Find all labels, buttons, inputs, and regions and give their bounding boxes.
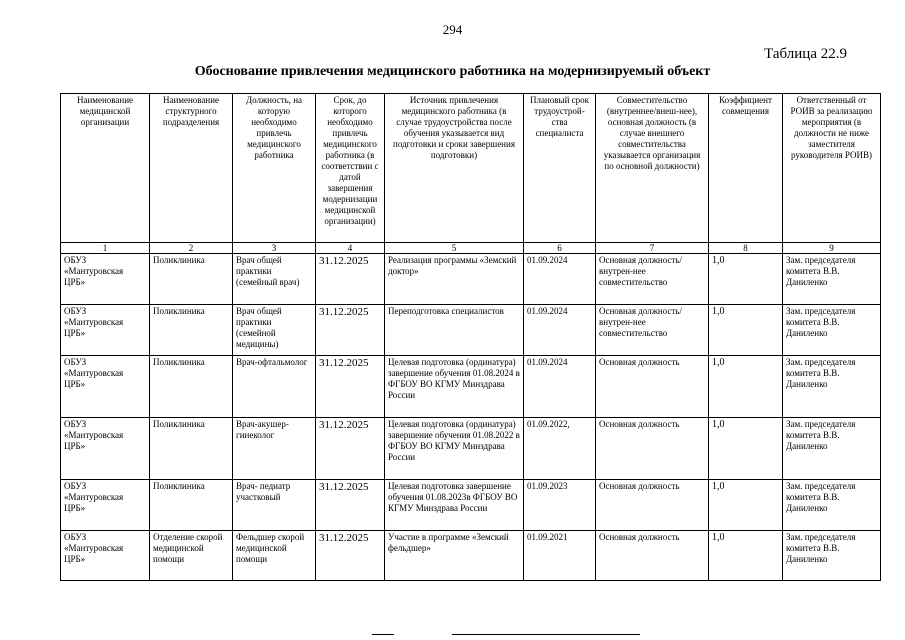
row-combination-cell: Основная должность/внутрен-нее совместительство bbox=[596, 305, 709, 356]
row-hire-date-cell: 01.09.2022, bbox=[524, 418, 596, 480]
column-number: 3 bbox=[233, 243, 316, 254]
header-cell-responsible: Ответственный от РОИВ за реализацию мероприятия (в должности не ниже заместителя руководителя РОИВ) bbox=[783, 94, 881, 243]
row-hire-date-cell: 01.09.2024 bbox=[524, 254, 596, 305]
row-coefficient-cell: 1,0 bbox=[709, 418, 783, 480]
header-cell-deadline: Срок, до которого необходимо привлечь медицинского работника (в соответствии с датой завершения модернизации медицинской организации) bbox=[316, 94, 385, 243]
row-coefficient-cell: 1,0 bbox=[709, 254, 783, 305]
row-coefficient-cell: 1,0 bbox=[709, 356, 783, 418]
row-org-cell: ОБУЗ «Мантуровская ЦРБ» bbox=[61, 418, 150, 480]
row-source-cell: Целевая подготовка (ординатура) завершение обучения 01.08.2022 в ФГБОУ ВО КГМУ Минздрава России bbox=[385, 418, 524, 480]
justification-table bbox=[60, 93, 881, 581]
row-org-cell: ОБУЗ «Мантуровская ЦРБ» bbox=[61, 254, 150, 305]
column-number: 9 bbox=[783, 243, 881, 254]
table-body bbox=[61, 254, 881, 581]
row-coefficient-cell: 1,0 bbox=[709, 531, 783, 581]
column-number-row bbox=[61, 243, 881, 254]
bottom-divider-long bbox=[452, 634, 640, 635]
row-position-cell: Врач-акушер-гинеколог bbox=[233, 418, 316, 480]
row-department-cell: Поликлиника bbox=[150, 356, 233, 418]
column-number: 6 bbox=[524, 243, 596, 254]
row-combination-cell: Основная должность bbox=[596, 480, 709, 531]
row-position-cell: Врач- педиатр участковый bbox=[233, 480, 316, 531]
row-hire-date-cell: 01.09.2024 bbox=[524, 356, 596, 418]
row-hire-date-cell: 01.09.2023 bbox=[524, 480, 596, 531]
table-row bbox=[61, 356, 881, 418]
header-cell-org: Наименование медицинской организации bbox=[61, 94, 150, 243]
row-department-cell: Поликлиника bbox=[150, 480, 233, 531]
row-combination-cell: Основная должность bbox=[596, 531, 709, 581]
header-cell-position: Должность, на которую необходимо привлечь медицинского работника bbox=[233, 94, 316, 243]
row-responsible-cell: Зам. председателя комитета В.В. Даниленко bbox=[783, 418, 881, 480]
row-position-cell: Врач-офтальмолог bbox=[233, 356, 316, 418]
row-org-cell: ОБУЗ «Мантуровская ЦРБ» bbox=[61, 356, 150, 418]
document-title: Обоснование привлечения медицинского работника на модернизируемый объект bbox=[194, 64, 711, 79]
row-department-cell: Поликлиника bbox=[150, 418, 233, 480]
column-number: 7 bbox=[596, 243, 709, 254]
table-row bbox=[61, 305, 881, 356]
row-source-cell: Целевая подготовка завершение обучения 01.08.2023в ФГБОУ ВО КГМУ Минздрава России bbox=[385, 480, 524, 531]
row-org-cell: ОБУЗ «Мантуровская ЦРБ» bbox=[61, 480, 150, 531]
row-responsible-cell: Зам. председателя комитета В.В. Даниленко bbox=[783, 531, 881, 581]
page-number: 294 bbox=[442, 22, 463, 37]
header-cell-coefficient: Коэффициент совмещения bbox=[709, 94, 783, 243]
row-coefficient-cell: 1,0 bbox=[709, 480, 783, 531]
table-label: Таблица 22.9 bbox=[764, 46, 847, 62]
row-position-cell: Врач общей практики (семейной медицины) bbox=[233, 305, 316, 356]
table-row bbox=[61, 480, 881, 531]
row-hire-date-cell: 01.09.2024 bbox=[524, 305, 596, 356]
row-department-cell: Отделение скорой медицинской помощи bbox=[150, 531, 233, 581]
row-responsible-cell: Зам. председателя комитета В.В. Даниленко bbox=[783, 305, 881, 356]
column-number: 8 bbox=[709, 243, 783, 254]
row-position-cell: Фельдшер скорой медицинской помощи bbox=[233, 531, 316, 581]
header-cell-hire-date: Плановый срок трудоустрой-ства специалиста bbox=[524, 94, 596, 243]
row-responsible-cell: Зам. председателя комитета В.В. Даниленко bbox=[783, 480, 881, 531]
table-row bbox=[61, 254, 881, 305]
row-responsible-cell: Зам. председателя комитета В.В. Даниленко bbox=[783, 254, 881, 305]
row-deadline-cell: 31.12.2025 bbox=[316, 531, 385, 581]
column-number: 1 bbox=[61, 243, 150, 254]
row-deadline-cell: 31.12.2025 bbox=[316, 480, 385, 531]
row-source-cell: Переподготовка специалистов bbox=[385, 305, 524, 356]
row-source-cell: Реализация программы «Земский доктор» bbox=[385, 254, 524, 305]
row-deadline-cell: 31.12.2025 bbox=[316, 305, 385, 356]
row-deadline-cell: 31.12.2025 bbox=[316, 356, 385, 418]
row-source-cell: Целевая подготовка (ординатура) завершение обучения 01.08.2024 в ФГБОУ ВО КГМУ Минздрава России bbox=[385, 356, 524, 418]
table-row bbox=[61, 418, 881, 480]
table-row bbox=[61, 531, 881, 581]
row-department-cell: Поликлиника bbox=[150, 305, 233, 356]
column-number: 2 bbox=[150, 243, 233, 254]
row-combination-cell: Основная должность bbox=[596, 356, 709, 418]
row-combination-cell: Основная должность/внутрен-нее совместительство bbox=[596, 254, 709, 305]
row-org-cell: ОБУЗ «Мантуровская ЦРБ» bbox=[61, 531, 150, 581]
row-source-cell: Участие в программе «Земский фельдшер» bbox=[385, 531, 524, 581]
row-org-cell: ОБУЗ «Мантуровская ЦРБ» bbox=[61, 305, 150, 356]
column-number: 5 bbox=[385, 243, 524, 254]
row-responsible-cell: Зам. председателя комитета В.В. Даниленко bbox=[783, 356, 881, 418]
row-coefficient-cell: 1,0 bbox=[709, 305, 783, 356]
column-number: 4 bbox=[316, 243, 385, 254]
row-deadline-cell: 31.12.2025 bbox=[316, 418, 385, 480]
header-cell-combination: Совместительство (внутреннее/внеш-нее), основная должность (в случае внешнего совместительства указывается организация по основной должности) bbox=[596, 94, 709, 243]
row-combination-cell: Основная должность bbox=[596, 418, 709, 480]
row-position-cell: Врач общей практики (семейный врач) bbox=[233, 254, 316, 305]
row-department-cell: Поликлиника bbox=[150, 254, 233, 305]
header-row bbox=[61, 94, 881, 243]
bottom-divider-short bbox=[372, 634, 394, 635]
header-cell-source: Источник привлечения медицинского работника (в случае трудоустройства после обучения указывается вид подготовки и сроки завершения подготовки) bbox=[385, 94, 524, 243]
row-deadline-cell: 31.12.2025 bbox=[316, 254, 385, 305]
row-hire-date-cell: 01.09.2021 bbox=[524, 531, 596, 581]
header-cell-department: Наименование структурного подразделения bbox=[150, 94, 233, 243]
